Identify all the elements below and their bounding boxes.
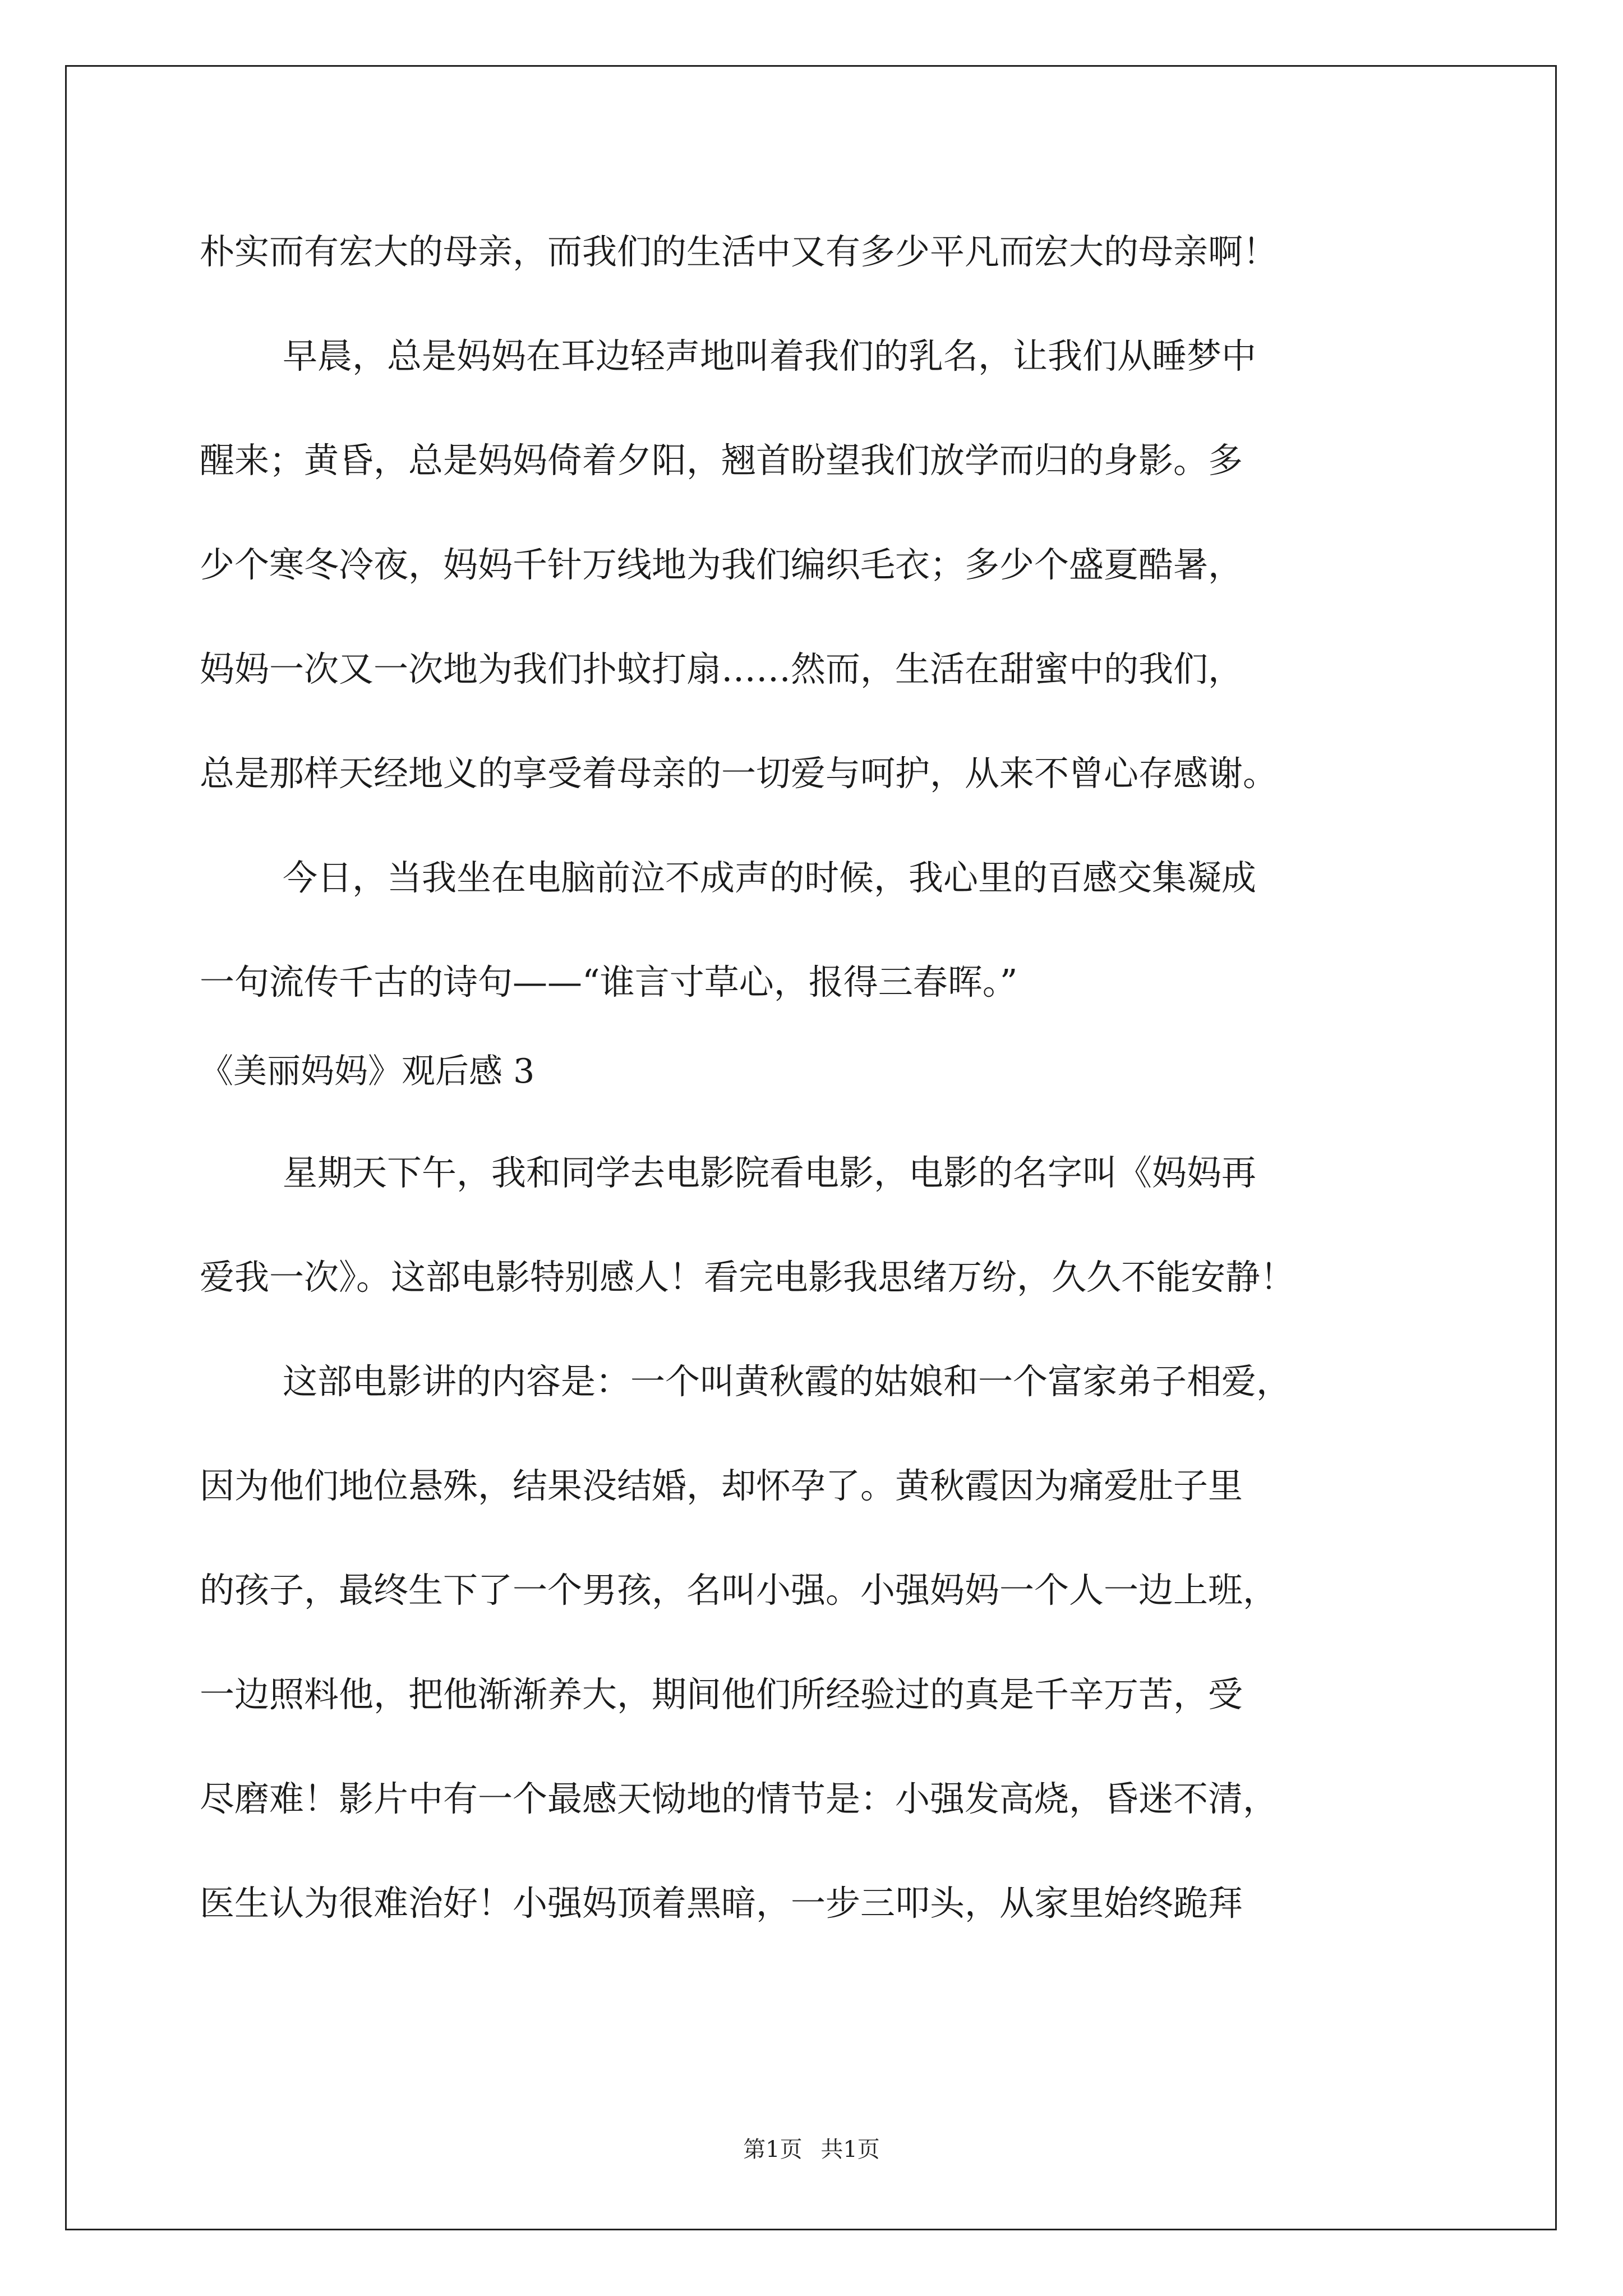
text-line: 一句流传千古的诗句——“谁言寸草心，报得三春晖。” <box>200 961 1018 1002</box>
text-line: 朴实而有宏大的母亲，而我们的生活中又有多少平凡而宏大的母亲啊！ <box>200 231 1278 272</box>
text-line: 早晨，总是妈妈在耳边轻声地叫着我们的乳名，让我们从睡梦中 <box>283 335 1257 376</box>
text-line: 醒来；黄昏，总是妈妈倚着夕阳，翘首盼望我们放学而归的身影。多 <box>200 440 1243 481</box>
text-line: 医生认为很难治好！小强妈顶着黑暗，一步三叩头，从家里始终跪拜 <box>200 1883 1243 1924</box>
text-line: 星期天下午，我和同学去电影院看电影，电影的名字叫《妈妈再 <box>283 1152 1257 1193</box>
text-line: 妈妈一次又一次地为我们扑蚊打扇……然而，生活在甜蜜中的我们， <box>200 648 1243 689</box>
page-number: 第1页 <box>743 2137 803 2162</box>
text-line: 因为他们地位悬殊，结果没结婚，却怀孕了。黄秋霞因为痛爱肚子里 <box>200 1465 1243 1506</box>
text-line: 一边照料他，把他渐渐养大，期间他们所经验过的真是千辛万苦，受 <box>200 1674 1243 1715</box>
text-line: 少个寒冬冷夜，妈妈千针万线地为我们编织毛衣；多少个盛夏酷暑， <box>200 544 1243 585</box>
section-heading: 《美丽妈妈》观后感 3 <box>200 1052 535 1091</box>
text-line: 总是那样天经地义的享受着母亲的一切爱与呵护，从来不曾心存感谢。 <box>200 753 1278 794</box>
page-footer <box>0 2132 1623 2164</box>
text-line: 今日，当我坐在电脑前泣不成声的时候，我心里的百感交集凝成 <box>283 857 1257 898</box>
text-line: 的孩子，最终生下了一个男孩，名叫小强。小强妈妈一个人一边上班， <box>200 1570 1278 1611</box>
text-line: 这部电影讲的内容是：一个叫黄秋霞的姑娘和一个富家弟子相爱， <box>283 1361 1292 1402</box>
text-line: 爱我一次》。这部电影特别感人！看完电影我思绪万纷，久久不能安静！ <box>200 1257 1295 1297</box>
text-line: 尽磨难！影片中有一个最感天恸地的情节是：小强发高烧，昏迷不清， <box>200 1778 1278 1819</box>
page-total: 共1页 <box>820 2137 880 2162</box>
